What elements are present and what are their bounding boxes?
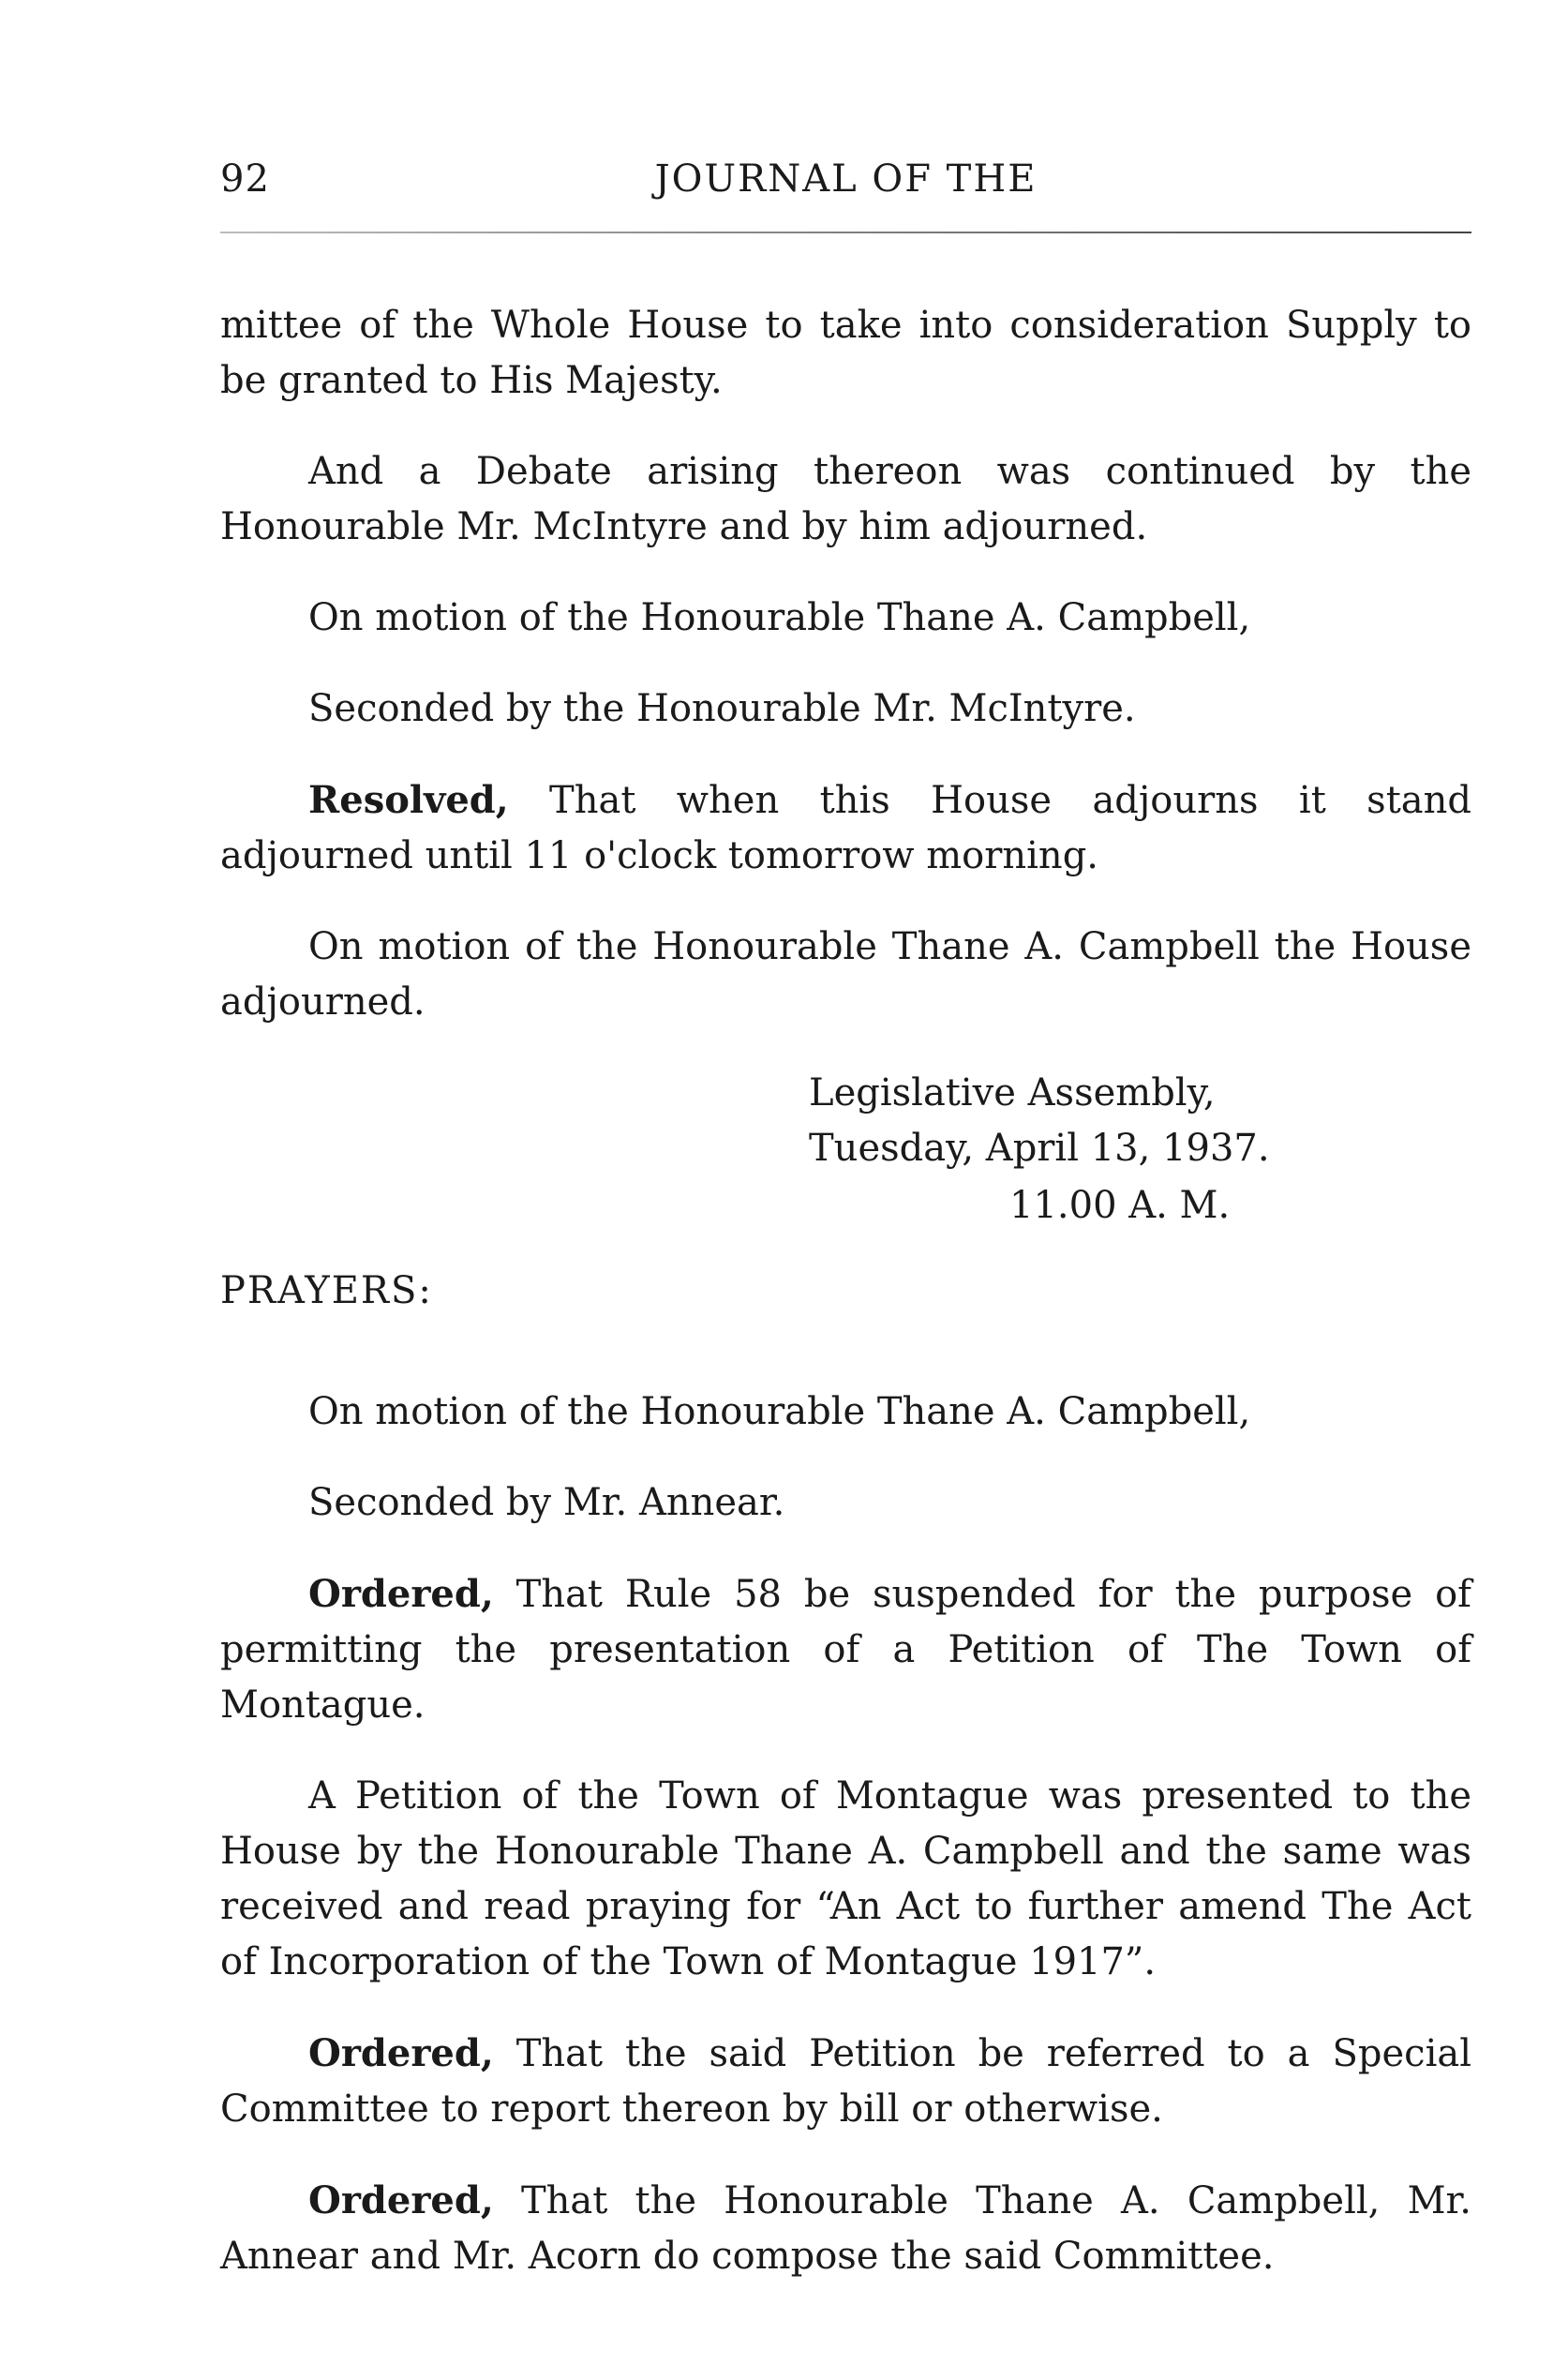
page-number: 92	[220, 157, 270, 201]
paragraph-seconded: Seconded by the Honourable Mr. McIntyre.	[308, 687, 1136, 730]
header-rule	[220, 232, 1471, 233]
journal-body	[220, 298, 1471, 2320]
ordered-text: That Rule 58 be suspended for the purpose of permitting the presentation of a Petition of The Town of Montague.	[220, 1573, 1471, 1727]
paragraph-petition: A Petition of the Town of Montague was presented to the House by the Honourable Thane A. Campbell and the same was received and read praying for “An Act to further amend The Act of Incorporation of the Town of Montague 1917”.	[220, 1774, 1471, 1983]
running-head: JOURNAL OF THE	[654, 157, 1038, 201]
paragraph-continuation: mittee of the Whole House to take into consideration Supply to be granted to His Majesty.	[220, 304, 1471, 402]
paragraph-ordered-rule	[220, 1566, 1471, 1733]
dateline-time: 11.00 A. M.	[1009, 1184, 1231, 1227]
dateline-assembly: Legislative Assembly,	[809, 1071, 1216, 1115]
ordered-text: That the said Petition be referred to a Special Committee to report thereon by bill or otherwise.	[220, 2032, 1471, 2131]
paragraph-ordered-referral	[220, 2026, 1471, 2137]
ordered-text: That the Honourable Thane A. Campbell, Mr. Annear and Mr. Acorn do compose the said Committee.	[220, 2179, 1471, 2278]
paragraph-seconded-2: Seconded by Mr. Annear.	[308, 1481, 785, 1524]
paragraph-motion-2: On motion of the Honourable Thane A. Campbell,	[308, 1390, 1251, 1433]
paragraph-ordered-committee	[220, 2173, 1471, 2284]
prayers-heading: PRAYERS:	[220, 1269, 433, 1312]
paragraph-debate: And a Debate arising thereon was continued by the Honourable Mr. McIntyre and by him adjourned.	[220, 450, 1471, 548]
page-header	[220, 157, 1471, 214]
ordered-lead: Ordered,	[308, 1572, 494, 1616]
sitting-dateline	[809, 1066, 1471, 1234]
paragraph-adjourned: On motion of the Honourable Thane A. Campbell the House adjourned.	[220, 925, 1471, 1024]
paragraph-resolved	[220, 772, 1471, 884]
resolved-text: That when this House adjourns it stand adjourned until 11 o'clock tomorrow morning.	[220, 779, 1471, 877]
paragraph-motion: On motion of the Honourable Thane A. Campbell,	[308, 596, 1251, 639]
dateline-date: Tuesday, April 13, 1937.	[809, 1127, 1270, 1170]
resolved-lead: Resolved,	[308, 778, 509, 822]
ordered-lead: Ordered,	[308, 2178, 494, 2222]
ordered-lead: Ordered,	[308, 2031, 494, 2075]
